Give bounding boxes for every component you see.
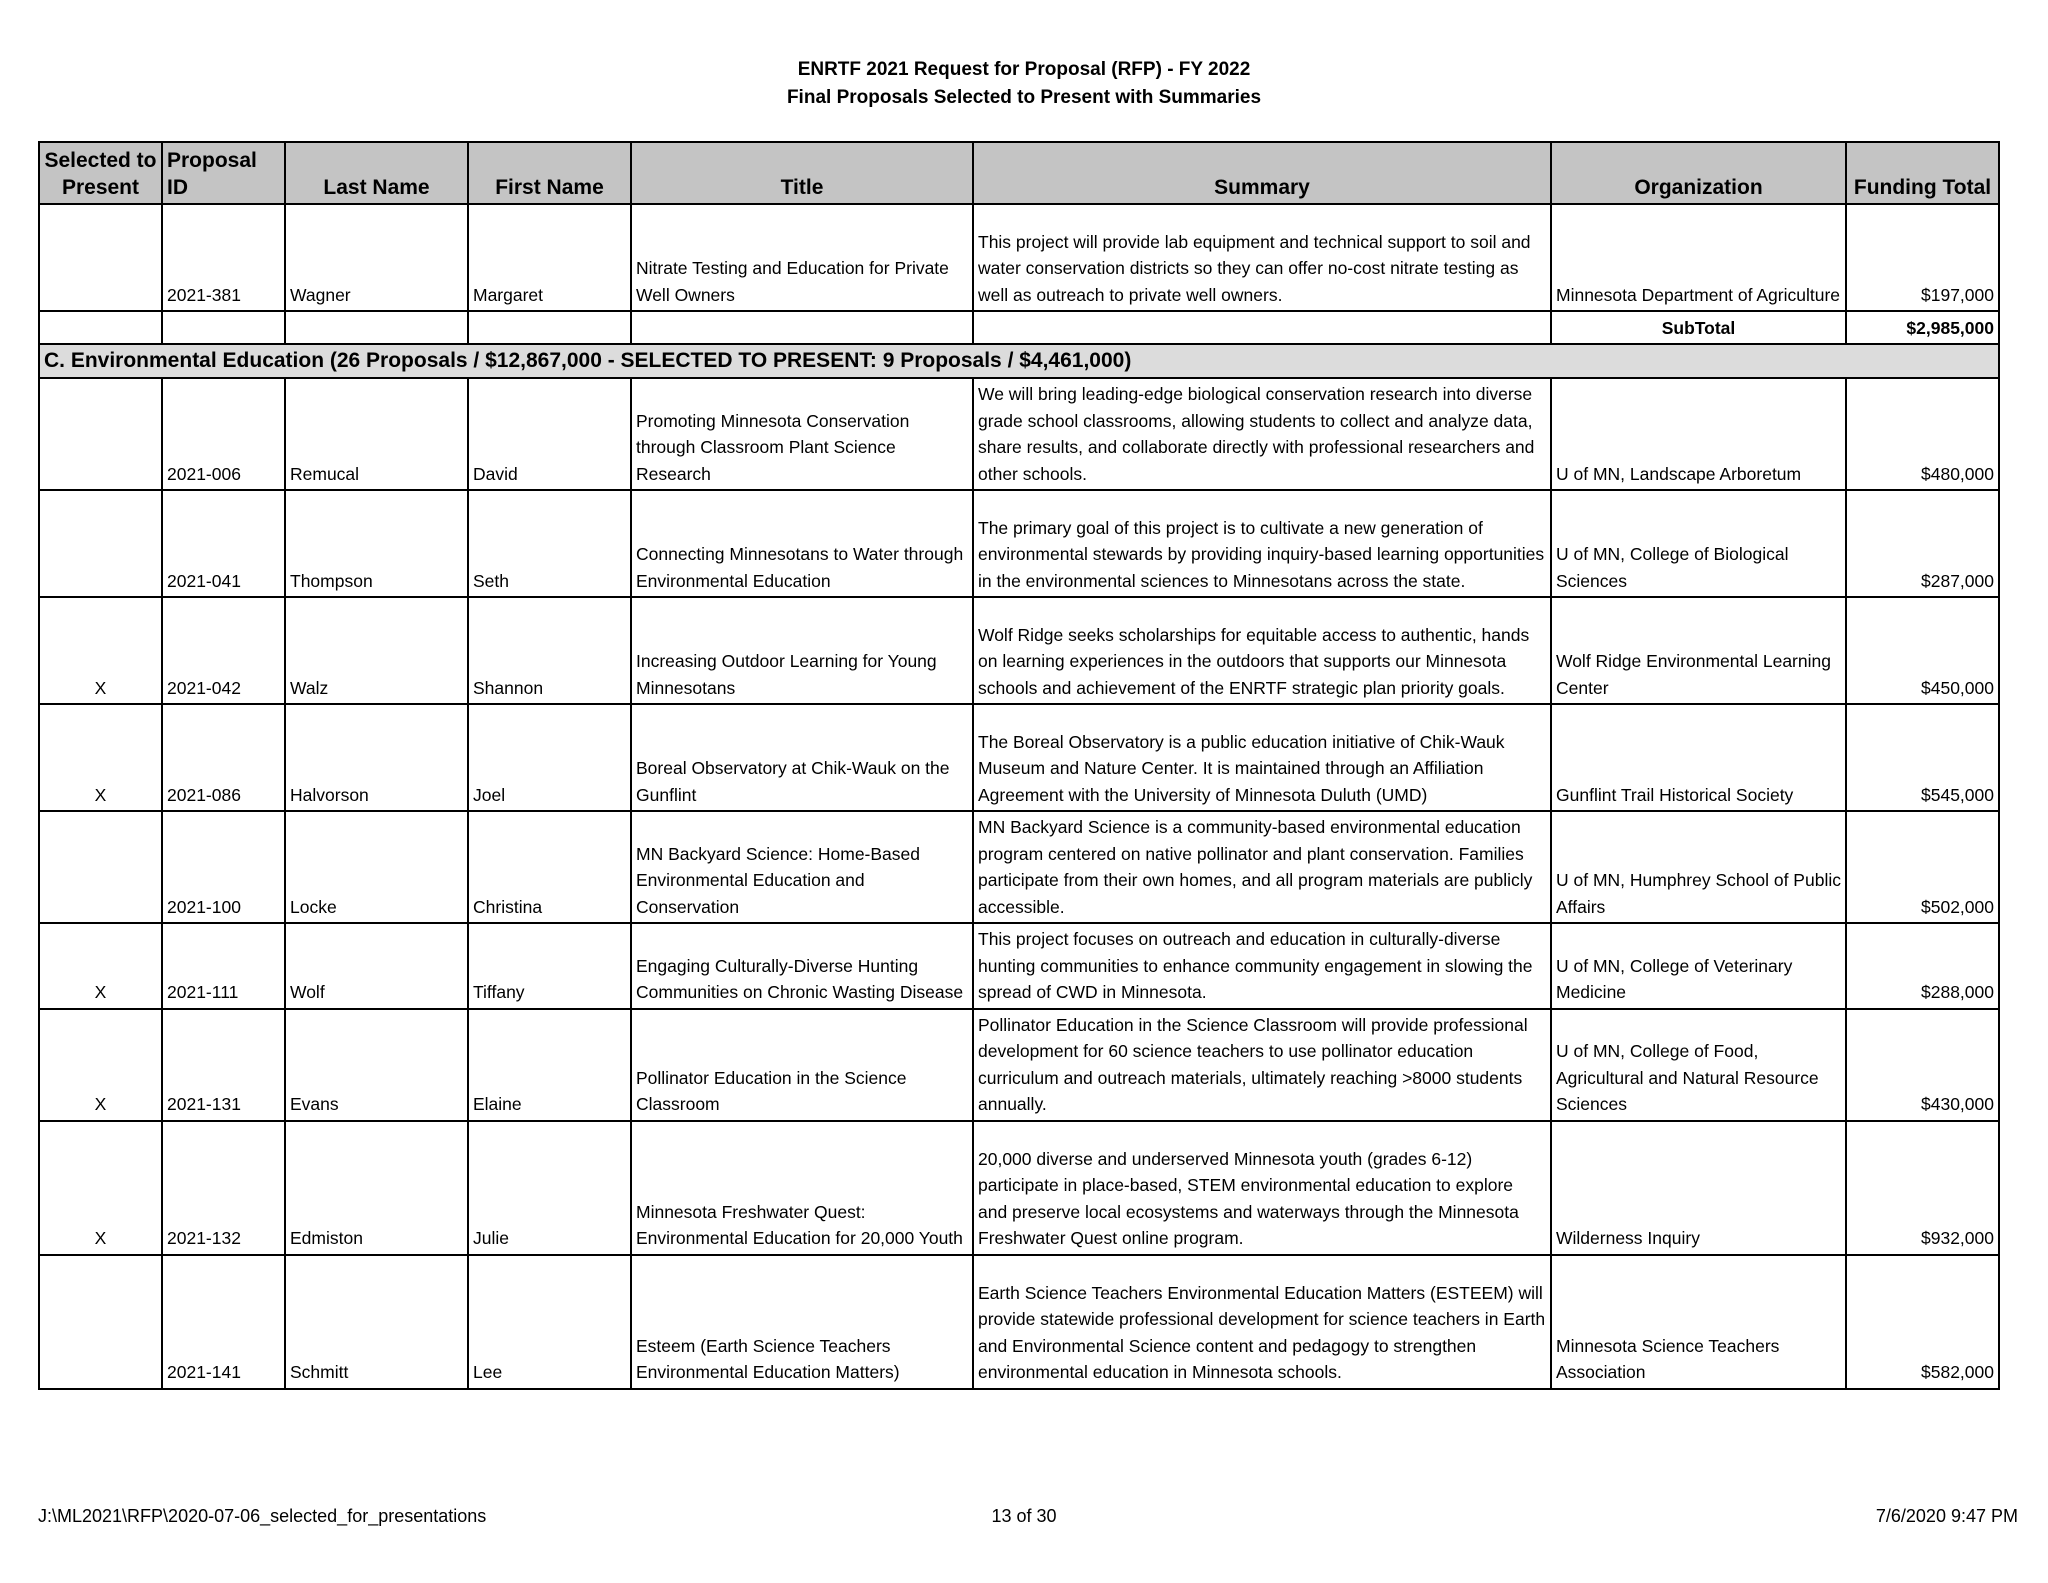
cell-selected: X [39,923,162,1009]
cell-first-name: Tiffany [468,923,631,1009]
table-row [39,597,1999,704]
cell-first-name: Joel [468,704,631,811]
cell-selected [39,490,162,597]
cell-summary: Wolf Ridge seeks scholarships for equitable access to authentic, hands on learning experiences in the outdoors that supports our Minnesota schools and achievement of the ENRTF strategic plan priority goals. [973,597,1551,704]
cell-first-name: David [468,378,631,490]
cell-summary: Pollinator Education in the Science Classroom will provide professional development for 60 science teachers to use pollinator education curriculum and outreach materials, ultimately reaching >8000 students annually. [973,1009,1551,1121]
cell-title: Pollinator Education in the Science Classroom [631,1009,973,1121]
cell-organization: U of MN, Landscape Arboretum [1551,378,1846,490]
cell-organization: Wilderness Inquiry [1551,1121,1846,1255]
cell-proposal-id: 2021-006 [162,378,285,490]
cell-summary: 20,000 diverse and underserved Minnesota youth (grades 6-12) participate in place-based, STEM environmental education to explore and preserve local ecosystems and waterways through the Minnesota Freshwater Quest online program. [973,1121,1551,1255]
cell-summary: The primary goal of this project is to cultivate a new generation of environmental stewards by providing inquiry-based learning opportunities in the environmental sciences to Minnesotans across the state. [973,490,1551,597]
cell-last-name: Remucal [285,378,468,490]
cell-title: Engaging Culturally-Diverse Hunting Communities on Chronic Wasting Disease [631,923,973,1009]
cell-first-name: Margaret [468,204,631,311]
cell-summary: This project will provide lab equipment and technical support to soil and water conservation districts so they can offer no-cost nitrate testing as well as outreach to private well owners. [973,204,1551,311]
cell-first-name: Elaine [468,1009,631,1121]
subtotal-label: SubTotal [1551,311,1846,344]
subtotal-row [39,311,1999,344]
cell-last-name: Locke [285,811,468,923]
cell-proposal-id: 2021-042 [162,597,285,704]
footer-datetime: 7/6/2020 9:47 PM [1875,1506,2018,1526]
cell-summary: This project focuses on outreach and education in culturally-diverse hunting communities to enhance community engagement in slowing the spread of CWD in Minnesota. [973,923,1551,1009]
proposals-table [38,141,2000,1390]
cell-title: Minnesota Freshwater Quest: Environmental Education for 20,000 Youth [631,1121,973,1255]
subtotal-value: $2,985,000 [1846,311,1999,344]
cell-proposal-id: 2021-111 [162,923,285,1009]
col-header-title: Title [631,142,973,204]
cell-first-name: Lee [468,1255,631,1389]
col-header-first-name: First Name [468,142,631,204]
col-header-proposal-id: Proposal ID [162,142,285,204]
cell-organization: Wolf Ridge Environmental Learning Center [1551,597,1846,704]
cell-title: Boreal Observatory at Chik-Wauk on the Gunflint [631,704,973,811]
cell-title: Nitrate Testing and Education for Private Well Owners [631,204,973,311]
table-header-row [39,142,1999,204]
cell-last-name: Edmiston [285,1121,468,1255]
cell-organization: U of MN, College of Food, Agricultural and Natural Resource Sciences [1551,1009,1846,1121]
cell-funding: $582,000 [1846,1255,1999,1389]
cell-proposal-id: 2021-131 [162,1009,285,1121]
footer-file-path: J:\ML2021\RFP\2020-07-06_selected_for_presentations [38,1506,487,1526]
document-title: ENRTF 2021 Request for Proposal (RFP) - FY 2022 [797,59,1251,80]
cell-proposal-id: 2021-132 [162,1121,285,1255]
table-row [39,204,1999,311]
cell-summary: Earth Science Teachers Environmental Education Matters (ESTEEM) will provide statewide professional development for science teachers in Earth and Environmental Science content and pedagogy to strengthen environmental education in Minnesota schools. [973,1255,1551,1389]
cell-first-name: Christina [468,811,631,923]
cell-last-name: Wolf [285,923,468,1009]
table-row [39,704,1999,811]
section-header-row [39,344,1999,378]
cell-proposal-id: 2021-381 [162,204,285,311]
cell-organization: U of MN, College of Biological Sciences [1551,490,1846,597]
cell-title: Connecting Minnesotans to Water through Environmental Education [631,490,973,597]
table-row [39,490,1999,597]
document-subtitle: Final Proposals Selected to Present with Summaries [786,87,1262,108]
document-title-block [0,56,2048,112]
cell-organization: U of MN, College of Veterinary Medicine [1551,923,1846,1009]
cell-proposal-id: 2021-041 [162,490,285,597]
col-header-organization: Organization [1551,142,1846,204]
cell-proposal-id: 2021-086 [162,704,285,811]
cell-selected: X [39,597,162,704]
table-row [39,378,1999,490]
footer-page-number: 13 of 30 [991,1506,1057,1526]
cell-last-name: Schmitt [285,1255,468,1389]
cell-selected: X [39,1121,162,1255]
cell-funding: $288,000 [1846,923,1999,1009]
cell-funding: $502,000 [1846,811,1999,923]
cell-selected [39,1255,162,1389]
cell-selected [39,378,162,490]
cell-organization: Minnesota Department of Agriculture [1551,204,1846,311]
cell-title: Promoting Minnesota Conservation through Classroom Plant Science Research [631,378,973,490]
cell-proposal-id: 2021-100 [162,811,285,923]
cell-selected: X [39,704,162,811]
cell-funding: $545,000 [1846,704,1999,811]
cell-funding: $430,000 [1846,1009,1999,1121]
cell-title: Esteem (Earth Science Teachers Environmental Education Matters) [631,1255,973,1389]
table-row [39,1255,1999,1389]
cell-funding: $480,000 [1846,378,1999,490]
cell-first-name: Julie [468,1121,631,1255]
cell-last-name: Thompson [285,490,468,597]
table-row [39,1009,1999,1121]
cell-summary: MN Backyard Science is a community-based environmental education program centered on native pollinator and plant conservation. Families participate from their own homes, and all program materials are publicly accessible. [973,811,1551,923]
col-header-summary: Summary [973,142,1551,204]
col-header-selected: Selected to Present [39,142,162,204]
cell-proposal-id: 2021-141 [162,1255,285,1389]
cell-selected [39,811,162,923]
cell-title: MN Backyard Science: Home-Based Environmental Education and Conservation [631,811,973,923]
cell-funding: $287,000 [1846,490,1999,597]
cell-summary: The Boreal Observatory is a public education initiative of Chik-Wauk Museum and Nature Center. It is maintained through an Affiliation Agreement with the University of Minnesota Duluth (UMD) [973,704,1551,811]
cell-funding: $197,000 [1846,204,1999,311]
cell-first-name: Seth [468,490,631,597]
cell-funding: $932,000 [1846,1121,1999,1255]
cell-summary: We will bring leading-edge biological conservation research into diverse grade school classrooms, allowing students to collect and analyze data, share results, and collaborate directly with professional researchers and other schools. [973,378,1551,490]
table-row [39,1121,1999,1255]
cell-title: Increasing Outdoor Learning for Young Minnesotans [631,597,973,704]
cell-last-name: Evans [285,1009,468,1121]
cell-selected: X [39,1009,162,1121]
cell-selected [39,204,162,311]
table-row [39,811,1999,923]
cell-funding: $450,000 [1846,597,1999,704]
table-row [39,923,1999,1009]
cell-organization: U of MN, Humphrey School of Public Affairs [1551,811,1846,923]
cell-organization: Minnesota Science Teachers Association [1551,1255,1846,1389]
col-header-last-name: Last Name [285,142,468,204]
cell-last-name: Halvorson [285,704,468,811]
section-header: C. Environmental Education (26 Proposals / $12,867,000 - SELECTED TO PRESENT: 9 Proposals / $4,461,000) [39,344,1999,378]
col-header-funding-total: Funding Total [1846,142,1999,204]
cell-organization: Gunflint Trail Historical Society [1551,704,1846,811]
cell-last-name: Wagner [285,204,468,311]
cell-first-name: Shannon [468,597,631,704]
cell-last-name: Walz [285,597,468,704]
